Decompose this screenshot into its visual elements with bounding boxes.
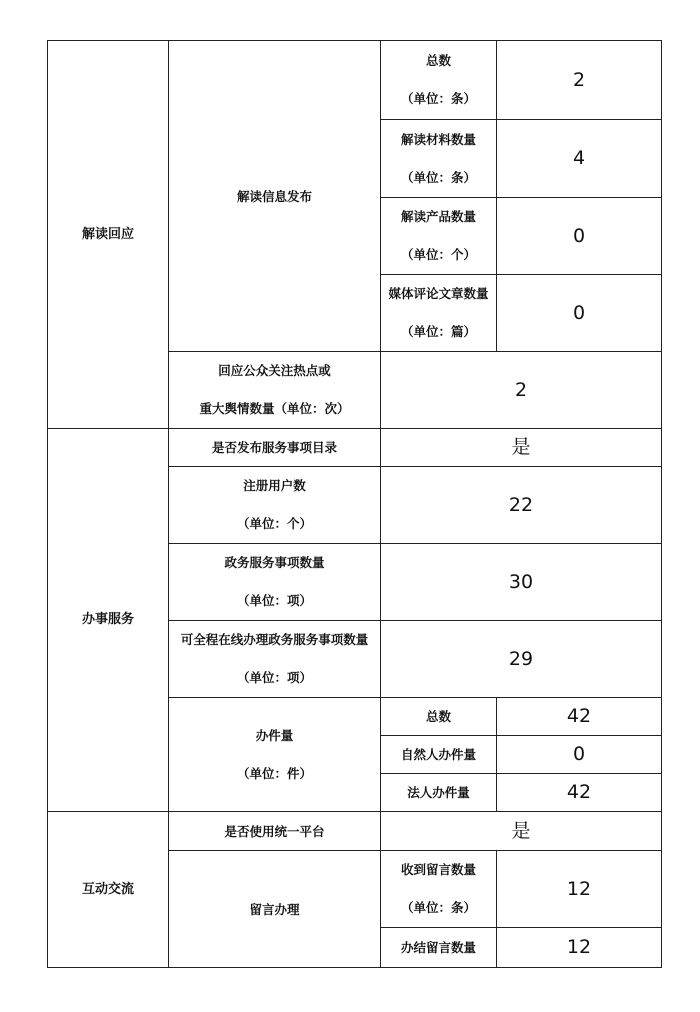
value-volume-legal: 42 <box>497 774 662 812</box>
label-interpret-total: 总数 （单位：条） <box>381 41 497 120</box>
value-online-items: 29 <box>381 621 662 698</box>
label-message-handling: 留言办理 <box>169 851 381 968</box>
value-volume-total: 42 <box>497 698 662 736</box>
table-row <box>48 41 662 120</box>
value-service-items: 30 <box>381 544 662 621</box>
table-row <box>48 429 662 467</box>
statistics-table <box>47 40 662 968</box>
category-interaction: 互动交流 <box>48 812 169 968</box>
label-interpret-materials: 解读材料数量 （单位：条） <box>381 120 497 198</box>
label-unified-platform: 是否使用统一平台 <box>169 812 381 851</box>
value-hotspot-response: 2 <box>381 352 662 429</box>
label-registered-users: 注册用户数 （单位：个） <box>169 467 381 544</box>
value-service-catalog: 是 <box>381 429 662 467</box>
value-interpret-products: 0 <box>497 198 662 275</box>
label-interpret-products: 解读产品数量 （单位：个） <box>381 198 497 275</box>
label-interpret-media: 媒体评论文章数量 （单位：篇） <box>381 275 497 352</box>
value-volume-natural: 0 <box>497 736 662 774</box>
label-case-volume: 办件量 （单位：件） <box>169 698 381 812</box>
label-messages-closed: 办结留言数量 <box>381 928 497 968</box>
label-volume-natural: 自然人办件量 <box>381 736 497 774</box>
value-interpret-media: 0 <box>497 275 662 352</box>
label-service-catalog: 是否发布服务事项目录 <box>169 429 381 467</box>
value-interpret-total: 2 <box>497 41 662 120</box>
label-interpret-publish: 解读信息发布 <box>169 41 381 352</box>
value-unified-platform: 是 <box>381 812 662 851</box>
category-service: 办事服务 <box>48 429 169 812</box>
value-registered-users: 22 <box>381 467 662 544</box>
value-messages-closed: 12 <box>497 928 662 968</box>
category-interpret: 解读回应 <box>48 41 169 429</box>
label-messages-received: 收到留言数量 （单位：条） <box>381 851 497 928</box>
label-volume-total: 总数 <box>381 698 497 736</box>
label-volume-legal: 法人办件量 <box>381 774 497 812</box>
table-row <box>48 812 662 851</box>
value-messages-received: 12 <box>497 851 662 928</box>
label-service-items: 政务服务事项数量 （单位：项） <box>169 544 381 621</box>
label-online-items: 可全程在线办理政务服务事项数量 （单位：项） <box>169 621 381 698</box>
value-interpret-materials: 4 <box>497 120 662 198</box>
label-hotspot-response: 回应公众关注热点或 重大舆情数量（单位：次） <box>169 352 381 429</box>
